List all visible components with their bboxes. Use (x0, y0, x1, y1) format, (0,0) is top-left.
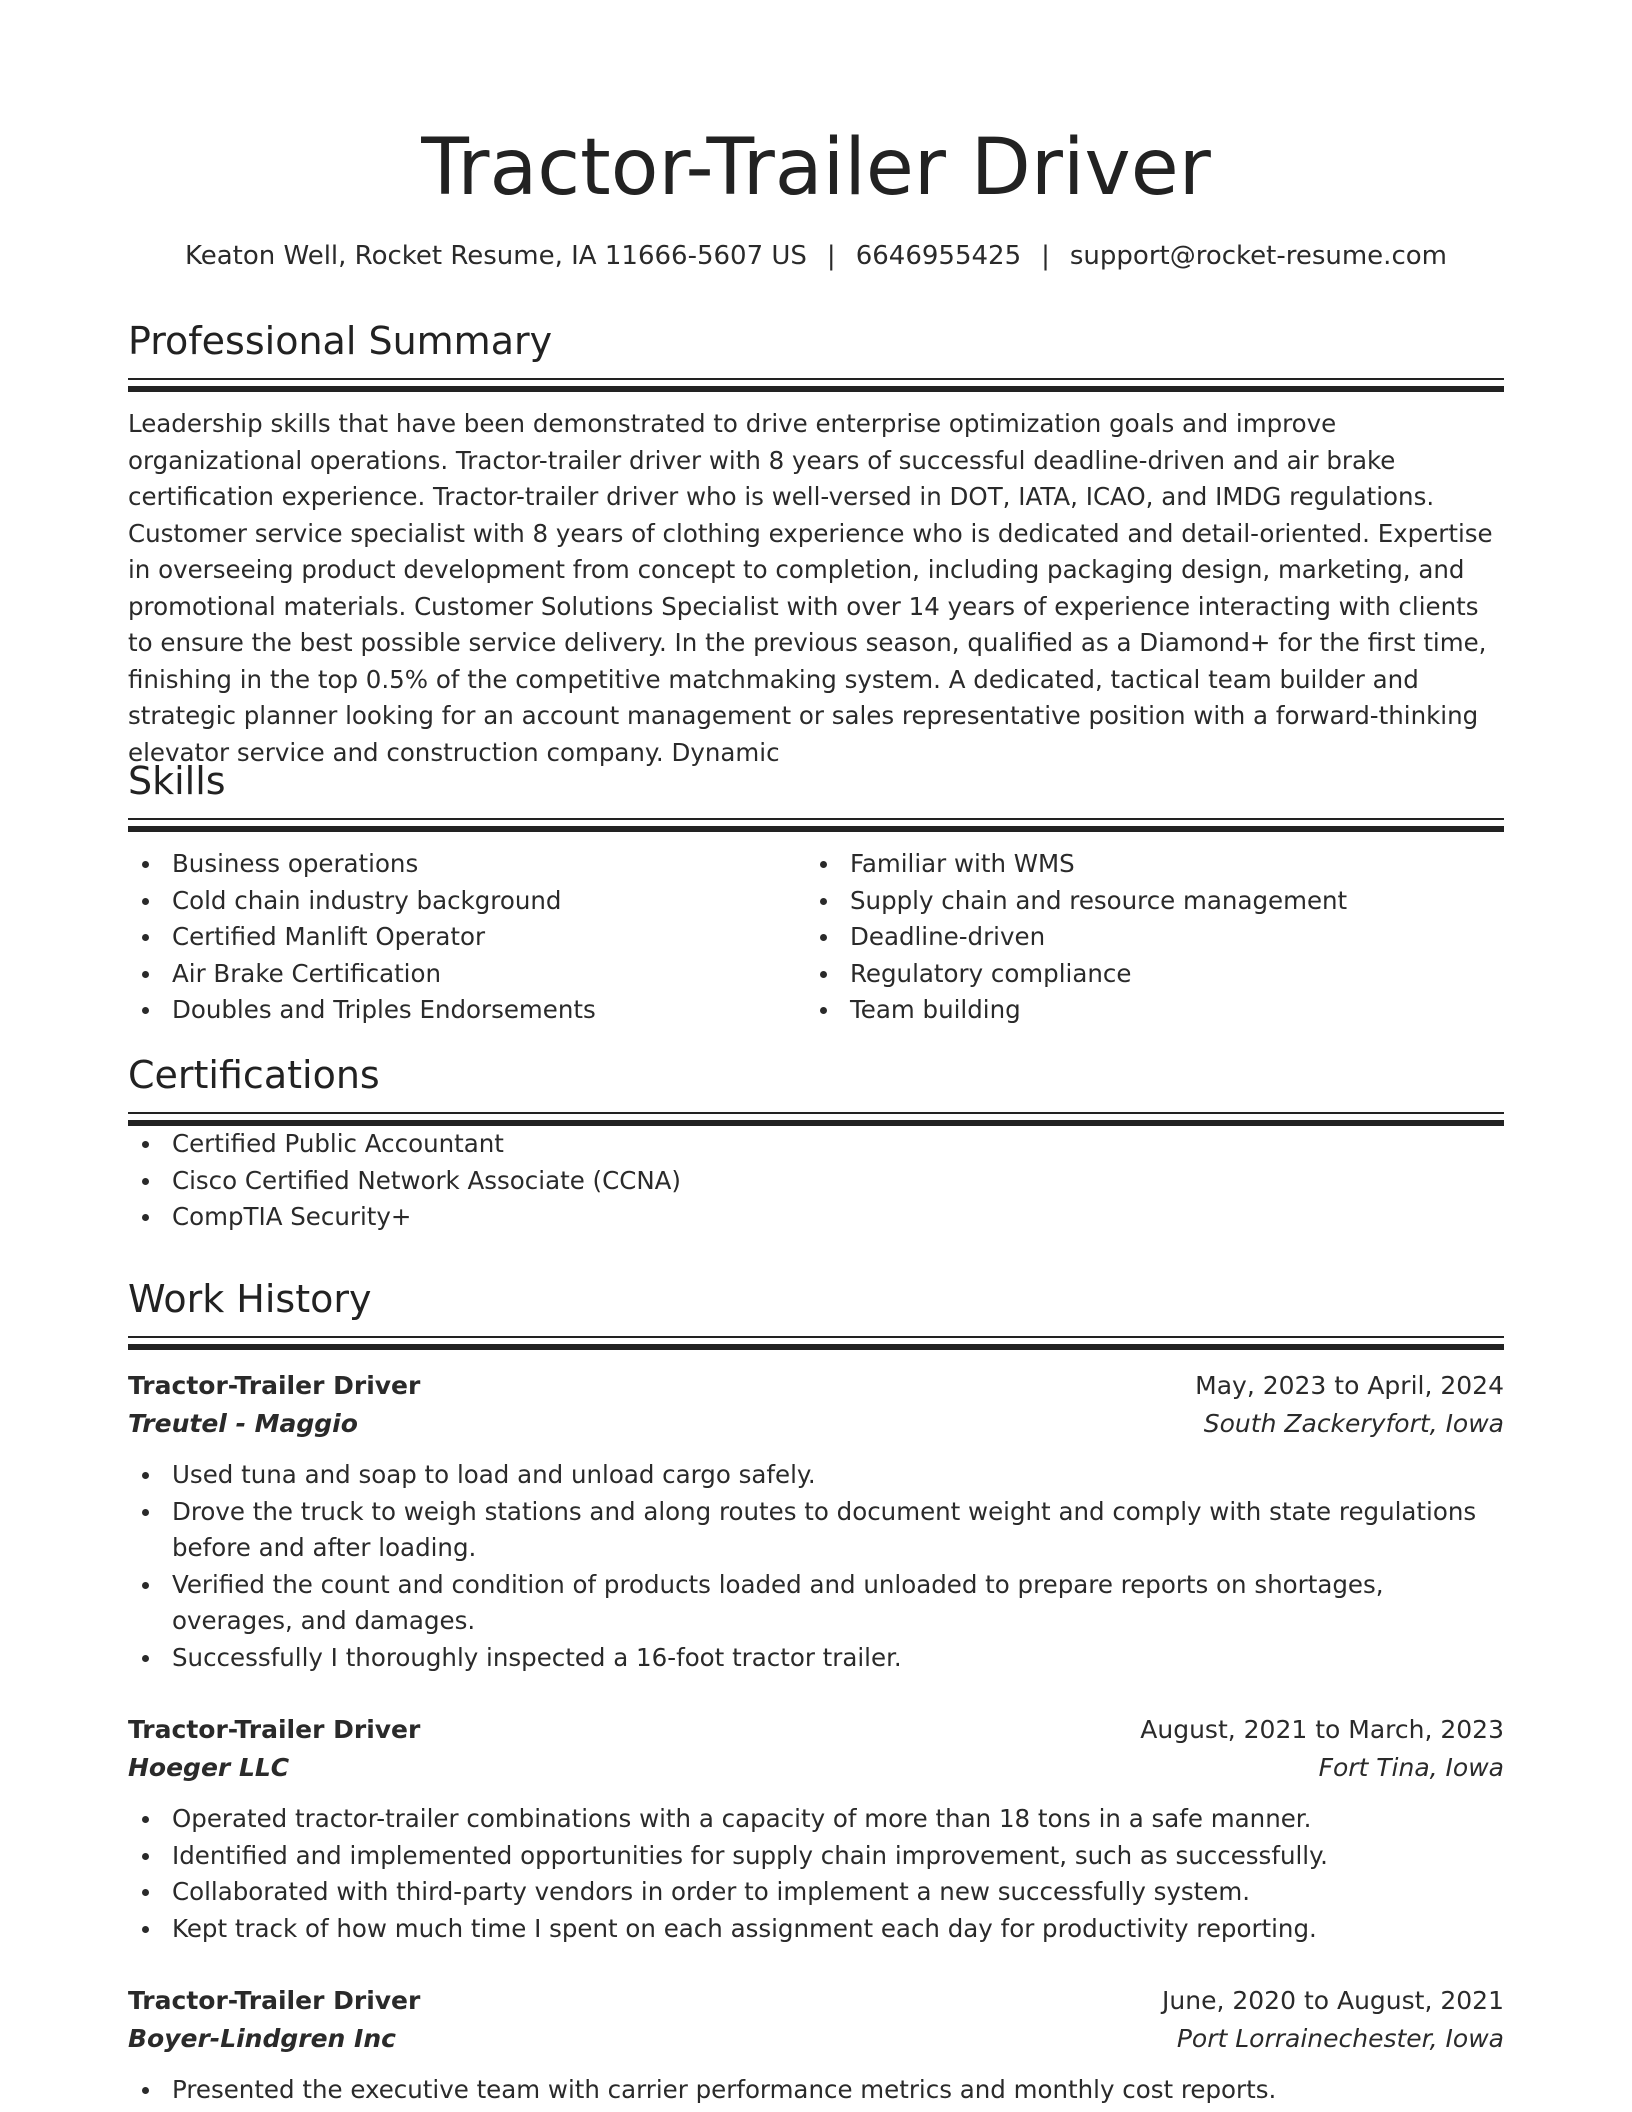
job-location: Fort Tina, Iowa (1318, 1753, 1504, 1782)
skill-item: Business operations (128, 846, 806, 883)
work-history-heading: Work History (128, 1277, 372, 1321)
skill-item: Cold chain industry background (128, 883, 806, 920)
skill-item: Familiar with WMS (806, 846, 1484, 883)
certification-item: CompTIA Security+ (128, 1199, 1504, 1236)
certifications-section (128, 1050, 1504, 1236)
contact-address: Keaton Well, Rocket Resume, IA 11666-5607 US (185, 241, 807, 271)
resume-title: Tractor-Trailer Driver (421, 123, 1211, 213)
job-entry (128, 1367, 1504, 1676)
job-title: Tractor-Trailer Driver (128, 1986, 421, 2015)
summary-text: Leadership skills that have been demonstrated to drive enterprise optimization goals and improve organizational operations. Tractor-trailer driver with 8 years of successful deadline-driven and air brake certification experience. Tractor-trailer driver who is well-versed in DOT, IATA, ICAO, and IMDG regulations. Customer service specialist with 8 years of clothing experience who is dedicated and detail-oriented. Expertise in overseeing product development from concept to completion, including packaging design, marketing, and promotional materials. Customer Solutions Specialist with over 14 years of experience interacting with clients to ensure the best possible service delivery. In the previous season, qualified as a Diamond+ for the first time, finishing in the top 0.5% of the competitive matchmaking system. A dedicated, tactical team builder and strategic planner looking for an account management or sales representative position with a forward-thinking elevator service and construction company. Dynamic (128, 409, 1493, 767)
certification-item: Cisco Certified Network Associate (CCNA) (128, 1163, 1504, 1200)
job-company-row (128, 2020, 1504, 2058)
contact-phone: 6646955425 (855, 241, 1022, 271)
job-bullet: Identified and implemented opportunities for supply chain improvement, such as successfully. (128, 1838, 1504, 1875)
job-bullet: Successfully I thoroughly inspected a 16-foot tractor trailer. (128, 1640, 1504, 1677)
certifications-heading: Certifications (128, 1053, 380, 1097)
job-bullet: Drove the truck to weigh stations and along routes to document weight and comply with state regulations before and after loading. (128, 1494, 1504, 1567)
section-divider (128, 818, 1504, 832)
job-title: Tractor-Trailer Driver (128, 1371, 421, 1400)
job-title: Tractor-Trailer Driver (128, 1715, 421, 1744)
job-entry (128, 1982, 1504, 2109)
skill-item: Team building (806, 992, 1484, 1029)
job-company: Hoeger LLC (128, 1753, 290, 1782)
job-header-row (128, 1711, 1504, 1749)
skill-item: Supply chain and resource management (806, 883, 1484, 920)
job-bullet: Used tuna and soap to load and unload cargo safely. (128, 1457, 1504, 1494)
contact-email: support@rocket-resume.com (1069, 241, 1447, 271)
job-bullet: Operated tractor-trailer combinations with a capacity of more than 18 tons in a safe manner. (128, 1801, 1504, 1838)
job-bullet: Presented the executive team with carrier performance metrics and monthly cost reports. (128, 2072, 1504, 2109)
job-company: Treutel - Maggio (128, 1409, 358, 1438)
skill-item: Deadline-driven (806, 919, 1484, 956)
skills-section (128, 756, 1504, 1029)
section-divider (128, 1336, 1504, 1350)
work-history-section (128, 1274, 1504, 1350)
section-divider (128, 1112, 1504, 1126)
certification-item: Certified Public Accountant (128, 1126, 1504, 1163)
skills-column-right (806, 846, 1484, 1029)
job-entry (128, 1711, 1504, 1947)
job-location: South Zackeryfort, Iowa (1203, 1409, 1504, 1438)
section-divider (128, 378, 1504, 392)
job-company-row (128, 1405, 1504, 1443)
certifications-list (128, 1126, 1504, 1236)
job-dates: August, 2021 to March, 2023 (1140, 1715, 1504, 1744)
contact-separator: | (826, 241, 836, 271)
skill-item: Air Brake Certification (128, 956, 806, 993)
job-bullets (128, 1457, 1504, 1676)
job-dates: May, 2023 to April, 2024 (1195, 1371, 1504, 1400)
skills-columns (128, 846, 1504, 1029)
job-header-row (128, 1367, 1504, 1405)
job-bullets (128, 2072, 1504, 2109)
skill-item: Regulatory compliance (806, 956, 1484, 993)
summary-heading: Professional Summary (128, 319, 553, 363)
job-company: Boyer-Lindgren Inc (128, 2024, 396, 2053)
summary-section (128, 316, 1504, 771)
job-bullet: Collaborated with third-party vendors in order to implement a new successfully system. (128, 1874, 1504, 1911)
job-company-row (128, 1749, 1504, 1787)
job-bullet: Kept track of how much time I spent on each assignment each day for productivity reporting. (128, 1911, 1504, 1948)
contact-separator: | (1041, 241, 1050, 271)
skills-column-left (128, 846, 806, 1029)
skill-item: Doubles and Triples Endorsements (128, 992, 806, 1029)
job-dates: June, 2020 to August, 2021 (1162, 1986, 1504, 2015)
skill-item: Certified Manlift Operator (128, 919, 806, 956)
skills-heading: Skills (128, 759, 226, 803)
job-header-row (128, 1982, 1504, 2020)
contact-line (128, 236, 1504, 276)
job-bullet: Verified the count and condition of products loaded and unloaded to prepare reports on shortages, overages, and damages. (128, 1567, 1504, 1640)
job-bullets (128, 1801, 1504, 1947)
job-location: Port Lorrainechester, Iowa (1176, 2024, 1504, 2053)
